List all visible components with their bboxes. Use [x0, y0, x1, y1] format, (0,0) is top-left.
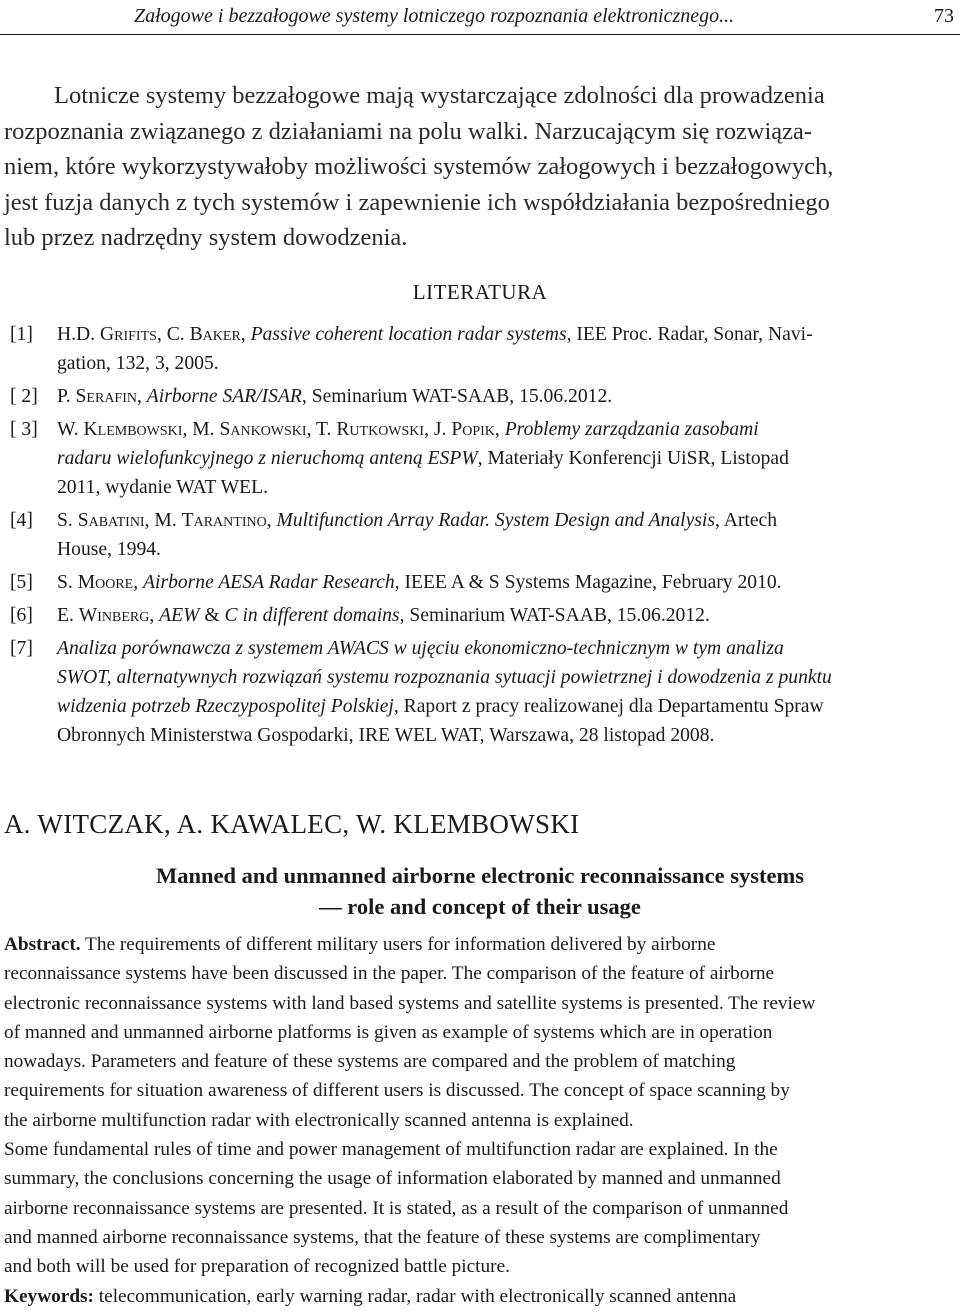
ref-text: P.	[57, 386, 76, 407]
ref-author: Rutkowski	[336, 419, 425, 440]
ref-text: House, 1994.	[57, 539, 161, 560]
ref-text: , Seminarium WAT-SAAB, 15.06.2012.	[301, 386, 613, 407]
ref-text: , IEE Proc. Radar, Sonar, Navi-	[566, 324, 813, 345]
ref-text: ,	[149, 605, 160, 626]
ref-text: , Raport z pracy realizowanej dla Departamentu Spraw	[393, 696, 824, 717]
abstract-line: requirements for situation awareness of different users is discussed. The concept of space scanning by	[4, 1080, 790, 1102]
ref-title: radaru wielofunkcyjnego z nieruchomą anteną ESPW	[57, 448, 478, 469]
body-line: Lotnicze systemy bezzałogowe mają wystarczające zdolności dla prowadzenia	[54, 82, 825, 109]
abstract-line: the airborne multifunction radar with electronically scanned antenna is explained.	[4, 1109, 634, 1131]
ref-text: gation, 132, 3, 2005.	[57, 353, 219, 374]
abstract-line: Some fundamental rules of time and power management of multifunction radar are explained. In the	[4, 1139, 778, 1161]
ref-text: &	[199, 605, 225, 626]
reference-number: [4]	[10, 510, 33, 531]
ref-text: ,	[266, 510, 277, 531]
abstract-line: of manned and unmanned airborne platforms is given as example of systems which are in operation	[4, 1021, 773, 1043]
ref-author: Moore	[77, 572, 134, 593]
summary-authors: A. WITCZAK, A. KAWALEC, W. KLEMBOWSKI	[4, 809, 580, 839]
keywords-text: telecommunication, early warning radar, radar with electronically scanned antenna	[93, 1286, 737, 1307]
ref-text: H.D.	[57, 324, 100, 345]
page-number: 73	[934, 5, 954, 27]
running-header	[0, 0, 960, 35]
ref-author: Klembowski	[83, 419, 183, 440]
ref-text: , T.	[306, 419, 337, 440]
abstract-text: The requirements of different military users for information delivered by airborne	[80, 934, 716, 955]
ref-text: Obronnych Ministerstwa Gospodarki, IRE WEL WAT, Warszawa, 28 listopad 2008.	[57, 725, 715, 746]
keywords	[4, 1282, 956, 1311]
ref-text: , Artech	[714, 510, 778, 531]
ref-title: SWOT, alternatywnych rozwiązań systemu rozpoznania sytuacji powietrznej i dowodzenia z punktu	[57, 667, 832, 688]
ref-text: E.	[57, 605, 79, 626]
abstract-line: reconnaissance systems have been discussed in the paper. The comparison of the feature of airborne	[4, 963, 775, 985]
ref-text: W.	[57, 419, 84, 440]
ref-text: ,	[240, 324, 251, 345]
reference-item	[10, 382, 956, 411]
summary-title-line: Manned and unmanned airborne electronic reconnaissance systems	[156, 863, 804, 888]
reference-item	[10, 320, 956, 378]
reference-item	[10, 601, 956, 630]
ref-author: Sabatini	[77, 510, 145, 531]
abstract-line: nowadays. Parameters and feature of these systems are compared and the problem of matching	[4, 1051, 736, 1073]
keywords-label: Keywords:	[4, 1286, 94, 1307]
ref-title: Analiza porównawcza z systemem AWACS w ujęciu ekonomiczno-technicznym w tym analiza	[57, 638, 784, 659]
ref-author: Baker	[189, 324, 241, 345]
ref-author: Serafin	[75, 386, 137, 407]
summary-title-line: — role and concept of their usage	[319, 894, 641, 919]
body-line: lub przez nadrzędny system dowodzenia.	[4, 224, 408, 251]
reference-number: [6]	[10, 605, 33, 626]
abstract-line: and both will be used for preparation of recognized battle picture.	[4, 1256, 510, 1278]
ref-text: ,	[133, 572, 144, 593]
reference-number: [ 2]	[10, 386, 38, 407]
running-title: Załogowe i bezzałogowe systemy lotniczego rozpoznania elektronicznego...	[134, 5, 735, 27]
abstract-line: airborne reconnaissance systems are presented. It is stated, as a result of the comparison of unmanned	[4, 1197, 789, 1219]
ref-text: 2011, wydanie WAT WEL.	[57, 477, 268, 498]
ref-text: S.	[57, 510, 78, 531]
ref-text: , IEEE A & S Systems Magazine, February 2010.	[394, 572, 782, 593]
ref-title: Problemy zarządzania zasobami	[504, 419, 759, 440]
abstract	[4, 930, 956, 1282]
abstract-line: summary, the conclusions concerning the usage of information elaborated by manned and unmanned	[4, 1168, 781, 1190]
ref-author: Sankowski	[219, 419, 307, 440]
reference-item	[10, 634, 956, 750]
ref-text: , C.	[156, 324, 190, 345]
abstract-line	[4, 930, 956, 959]
ref-title: Multifunction Array Radar. System Design and Analysis	[276, 510, 715, 531]
body-line: jest fuzja danych z tych systemów i zapewnienie ich współdziałania bezpośredniego	[4, 188, 830, 216]
reference-number: [1]	[10, 324, 33, 345]
reference-list	[10, 320, 956, 750]
ref-text: S.	[57, 572, 78, 593]
ref-text: ,	[494, 419, 505, 440]
summary-title	[0, 860, 960, 922]
ref-text: ,	[137, 386, 147, 407]
ref-author: Tarantino	[181, 510, 267, 531]
abstract-label: Abstract.	[4, 934, 81, 955]
reference-number: [ 3]	[10, 419, 38, 440]
body-paragraph	[4, 78, 956, 256]
ref-text: , M.	[182, 419, 220, 440]
ref-title: widzenia potrzeb Rzeczypospolitej Polskiej	[57, 696, 394, 717]
ref-author: Popik	[451, 419, 495, 440]
reference-number: [7]	[10, 638, 33, 659]
reference-number: [5]	[10, 572, 33, 593]
ref-title: Airborne SAR/ISAR	[146, 386, 302, 407]
reference-item	[10, 506, 956, 564]
abstract-line: and manned airborne reconnaissance systems, that the feature of these systems are complimentary	[4, 1226, 761, 1248]
ref-text: , J.	[424, 419, 452, 440]
reference-item	[10, 568, 956, 597]
literatura-heading: LITERATURA	[412, 280, 548, 304]
body-line: rozpoznania związanego z działaniami na polu walki. Narzucającym się rozwiąza-	[4, 117, 813, 145]
ref-text: , M.	[144, 510, 182, 531]
abstract-line: electronic reconnaissance systems with land based systems and satellite systems is presented. The review	[4, 992, 816, 1014]
ref-text: , Seminarium WAT-SAAB, 15.06.2012.	[399, 605, 710, 626]
ref-title: AEW	[159, 605, 200, 626]
body-line: niem, które wykorzystywałoby możliwości systemów załogowych i bezzałogowych,	[4, 153, 834, 180]
reference-item	[10, 415, 956, 502]
ref-text: , Materiały Konferencji UiSR, Listopad	[477, 448, 789, 469]
ref-title: C in different domains	[224, 605, 400, 626]
ref-author: Grifits	[100, 324, 157, 345]
ref-title: Passive coherent location radar systems	[250, 324, 567, 345]
ref-author: Winberg	[78, 605, 150, 626]
ref-title: Airborne AESA Radar Research	[143, 572, 395, 593]
